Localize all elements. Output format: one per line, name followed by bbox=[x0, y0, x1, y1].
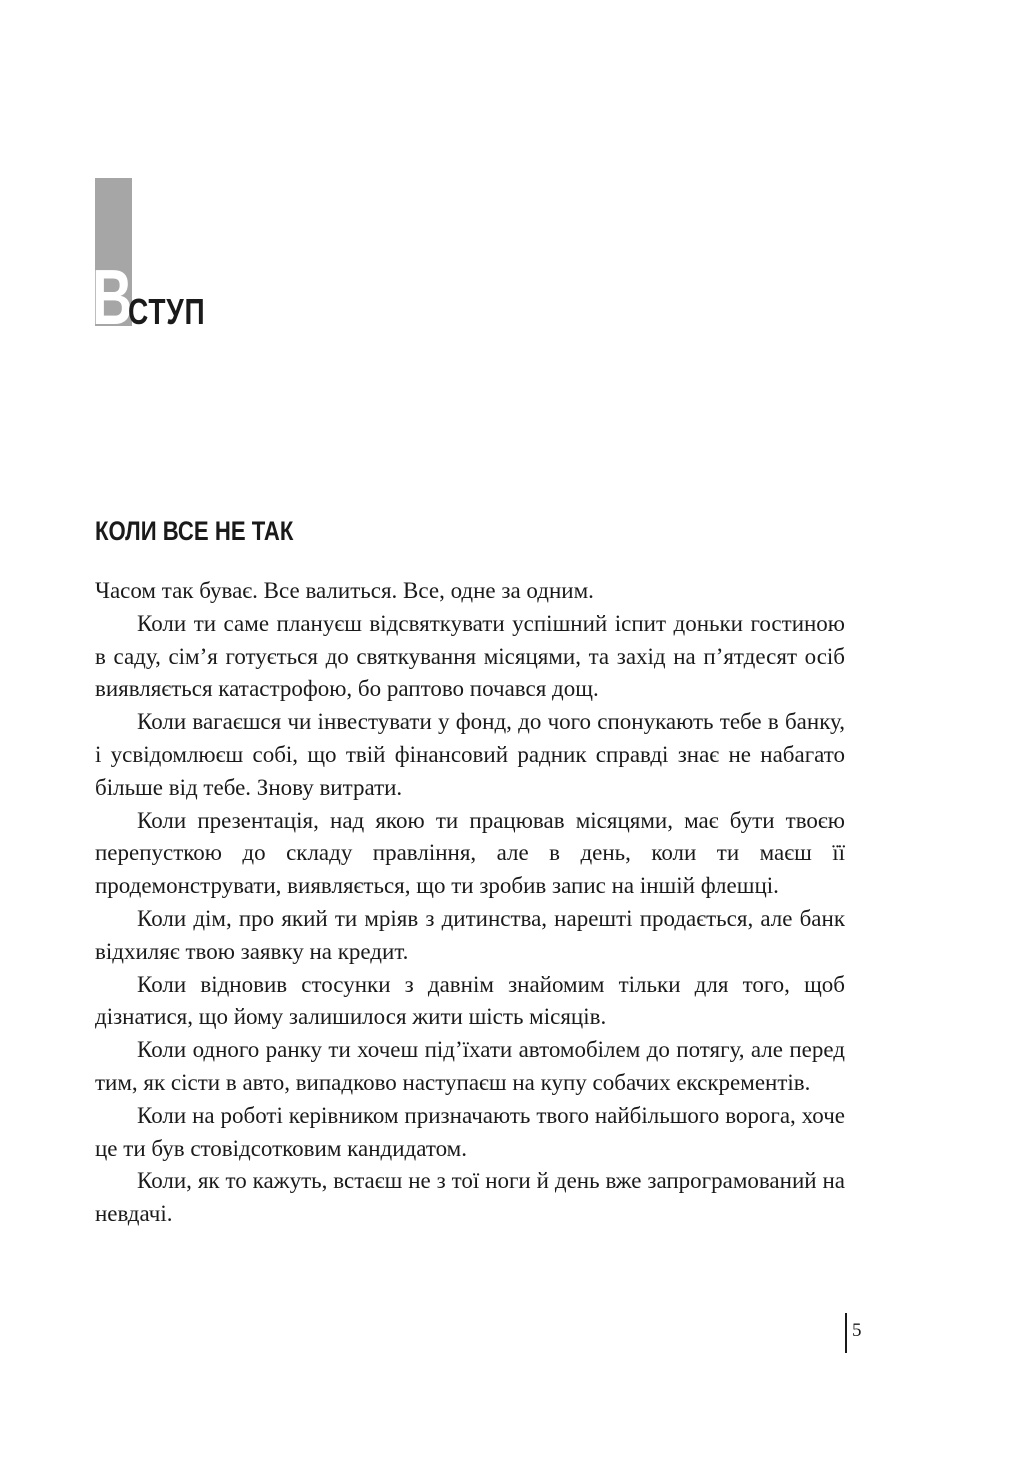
body-text bbox=[95, 575, 845, 1231]
paragraph: Коли, як то кажуть, встаєш не з тої ноги й день вже запрограмований на невдачі. bbox=[95, 1168, 845, 1227]
paragraph: Коли відновив стосунки з давнім знайомим тільки для того, щоб дізнатися, що йому залишилося жити шість місяців. bbox=[95, 971, 845, 1030]
paragraph: Коли на роботі керівником призначають твого найбільшого ворога, хоче це ти був стовідсотковим кандидатом. bbox=[95, 1102, 845, 1161]
folio-rule bbox=[845, 1313, 847, 1353]
paragraph: Коли дім, про який ти мріяв з дитинства, нарешті продається, але банк відхиляє твою заявку на кредит. bbox=[95, 905, 845, 964]
section-heading: КОЛИ ВСЕ НЕ ТАК bbox=[95, 516, 294, 546]
paragraph: Коли ти саме плануєш відсвяткувати успішний іспит доньки гостиною в саду, сім’я готується до святкування місяцями, та захід на п’ятдесят осіб виявляється катастрофою, бо раптово почався дощ. bbox=[95, 610, 845, 702]
paragraph: Коли презентація, над якою ти працював місяцями, має бути твоєю перепусткою до складу правління, але в день, коли ти маєш її продемонструвати, виявляється, що ти зробив запис на іншій флешці. bbox=[95, 807, 845, 899]
paragraph: Часом так буває. Все валиться. Все, одне за одним. bbox=[95, 578, 594, 603]
paragraph: Коли вагаєшся чи інвестувати у фонд, до чого спонукають тебе в банку, і усвідомлюєш собі, що твій фінансовий радник справді знає не набагато більше від тебе. Знову витрати. bbox=[95, 709, 845, 800]
paragraph: Коли одного ранку ти хочеш під’їхати автомобілем до потягу, але перед тим, як сісти в авто, випадково наступаєш на купу собачих екскрементів. bbox=[95, 1037, 845, 1095]
chapter-title-rest: СТУП bbox=[128, 291, 206, 332]
chapter-drop-cap: В bbox=[92, 253, 133, 341]
page-number: 5 bbox=[852, 1320, 862, 1341]
